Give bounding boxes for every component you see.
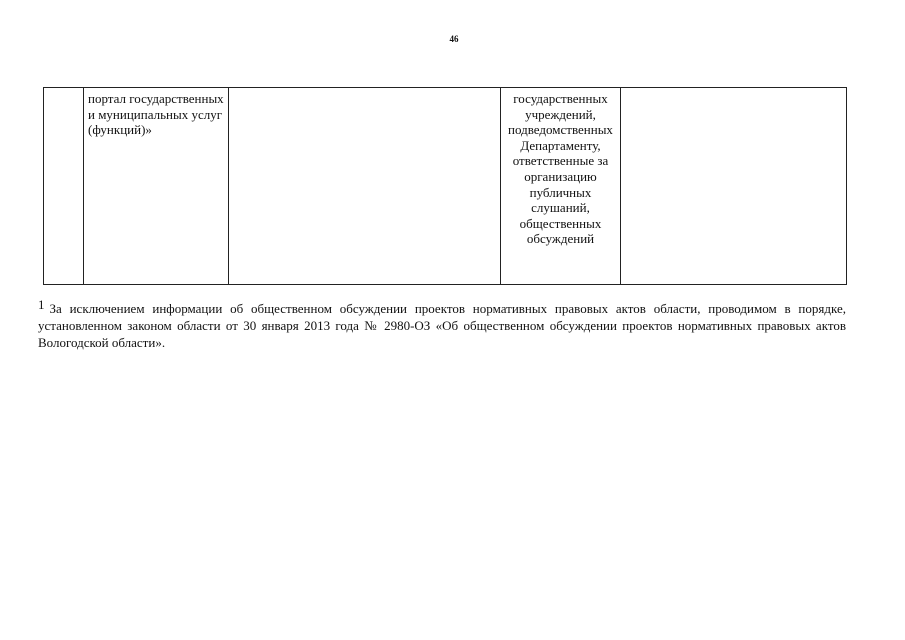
footnote-text: За исключением информации об общественном обсуждении проектов нормативных правовых актов области, проводимом в порядке, установленном законом области от 30 января 2013 года № 2980-ОЗ «Об общественном обсуждении проектов нормативных правовых актов Вологодской области». xyxy=(38,301,846,350)
table-cell-name: портал государственных и муниципальных услуг (функций)» xyxy=(84,88,229,285)
page-number: 46 xyxy=(449,34,459,44)
table-cell-notes xyxy=(621,88,847,285)
document-table xyxy=(43,87,847,285)
footnote-marker: 1 xyxy=(38,297,45,312)
table-row xyxy=(44,88,847,285)
footnote xyxy=(38,296,846,351)
table-cell-content xyxy=(229,88,501,285)
table-cell-responsible: государственных учреждений, подведомственных Департаменту, ответственные за организацию публичных слушаний, общественных обсуждений xyxy=(501,88,621,285)
table-cell-number xyxy=(44,88,84,285)
